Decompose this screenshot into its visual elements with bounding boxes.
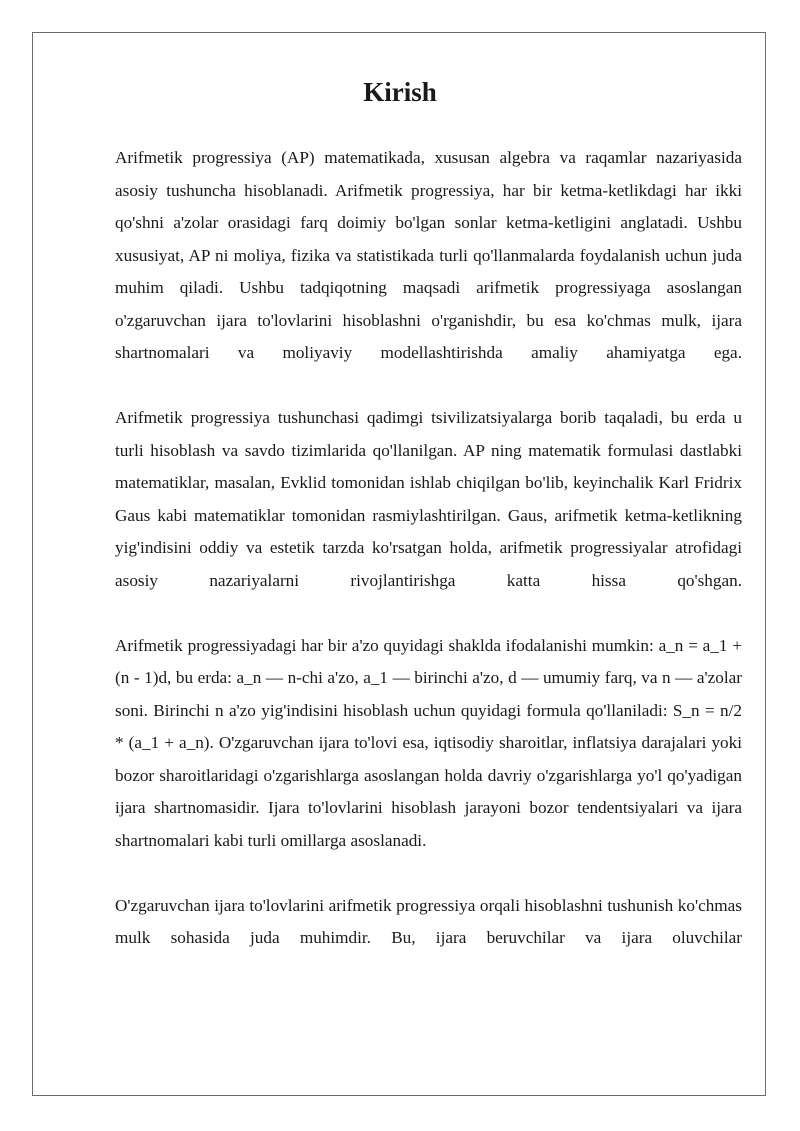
page-title: Kirish	[363, 77, 437, 107]
paragraph-importance: O'zgaruvchan ijara to'lovlarini arifmetik progressiya orqali hisoblashni tushunish ko'chmas mulk sohasida juda muhimdir. Bu, ijara beruvchilar va ijara oluvchilar	[115, 895, 742, 947]
document-body	[115, 142, 742, 987]
paragraph-formula: Arifmetik progressiyadagi har bir a'zo quyidagi shaklda ifodalanishi mumkin: a_n = a_1 + (n - 1)d, bu erda: a_n — n-chi a'zo, a_1 — birinchi a'zo, d — umumiy farq, va n — a'zolar soni. Birinchi n a'zo yig'indisini hisoblash uchun quyidagi formula qo'llaniladi: S_n = n/2 * (a_1 + a_n). O'zgaruvchan ijara to'lovi esa, iqtisodiy sharoitlar, inflatsiya darajalari yoki bozor sharoitlaridagi o'zgarishlarga asoslangan holda davriy o'zgarishlarga yo'l qo'yadigan ijara shartnomasidir. Ijara to'lovlarini hisoblash jarayoni bozor tendentsiyalari va ijara shartnomalari kabi turli omillarga asoslanadi.	[115, 635, 742, 850]
paragraph-history: Arifmetik progressiya tushunchasi qadimgi tsivilizatsiyalarga borib taqaladi, bu erda u turli hisoblash va savdo tizimlarida qo'llanilgan. AP ning matematik formulasi dastlabki matematiklar, masalan, Evklid tomonidan ishlab chiqilgan bo'lib, keyinchalik Karl Fridrix Gaus kabi matematiklar tomonidan rasmiylashtirilgan. Gaus, arifmetik ketma-ketlikning yig'indisini oddiy va estetik tarzda ko'rsatgan holda, arifmetik progressiyalar atrofidagi asosiy nazariyalarni rivojlantirishga katta hissa qo'shgan.	[115, 408, 742, 590]
paragraph-intro: Arifmetik progressiya (AP) matematikada, xususan algebra va raqamlar nazariyasida asosiy tushuncha hisoblanadi. Arifmetik progressiya, har bir ketma-ketlikdagi har ikki qo'shni a'zolar orasidagi farq doimiy bo'lgan sonlar ketma-ketligini anglatadi. Ushbu xususiyat, AP ni moliya, fizika va statistikada turli qo'llanmalarda foydalanish uchun juda muhim qiladi. Ushbu tadqiqotning maqsadi arifmetik progressiyaga asoslangan o'zgaruvchan ijara to'lovlarini hisoblashni o'rganishdir, bu esa ko'chmas mulk, ijara shartnomalari va moliyaviy modellashtirishda amaliy ahamiyatga ega.	[115, 148, 742, 362]
